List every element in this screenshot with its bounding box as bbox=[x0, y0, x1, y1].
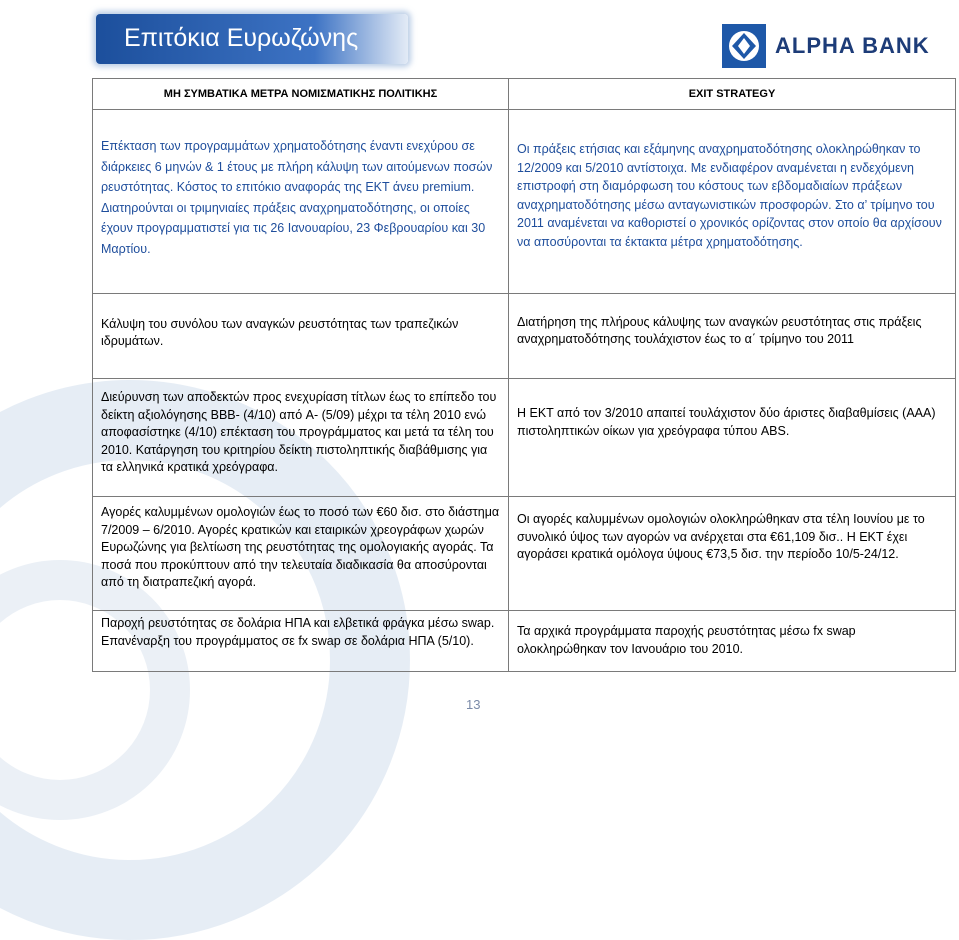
row-4-right: Οι αγορές καλυμμένων ομολογιών ολοκληρώθηκαν στα τέλη Ιουνίου με το συνολικό ύψος των αγορών να ανέρχεται στα €61,109 δισ.. Η ΕΚΤ έχει αγοράσει κρατικά ομόλογα ύψους €73,5 δισ. την περίοδο 10/5-24/12. bbox=[517, 512, 925, 561]
logo-text: ALPHA BANK bbox=[775, 33, 930, 58]
table-row bbox=[93, 497, 956, 611]
table-header bbox=[93, 79, 956, 110]
page-number: 13 bbox=[466, 697, 481, 712]
row-1-right: Οι πράξεις ετήσιας και εξάμηνης αναχρηματοδότησης ολοκληρώθηκαν το 12/2009 και 5/2010 αντίστοιχα. Με ενδιαφέρον αναμένεται η ενδεχόμενη επιστροφή στη διαμόρφωση του κόστους των εβδομαδιαίων πράξεων αναχρηματοδότησης μέσω ανταγωνιστικών προσφορών. Στο α’ τρίμηνο του 2011 αναμένεται να καθοριστεί ο χρονικός ορίζοντας στον οποίο θα αρχίσουν να αποσύρονται τα έκτακτα μέτρα χρηματοδότησης. bbox=[517, 142, 942, 249]
table-row bbox=[93, 379, 956, 497]
table-row bbox=[93, 294, 956, 379]
row-3-right: Η ΕΚΤ από τον 3/2010 απαιτεί τουλάχιστον δύο άριστες διαβαθμίσεις (ΑΑΑ) πιστοληπτικών οίκων για χρεόγραφα τύπου ABS. bbox=[517, 406, 936, 438]
row-5-right: Τα αρχικά προγράμματα παροχής ρευστότητας μέσω fx swap ολοκληρώθηκαν τον Ιανουάριο του 2010. bbox=[517, 624, 856, 656]
table-row bbox=[93, 110, 956, 294]
header-right: EXIT STRATEGY bbox=[509, 79, 956, 110]
table-row bbox=[93, 611, 956, 672]
alpha-logo-icon bbox=[722, 24, 766, 68]
row-3-left: Διεύρυνση των αποδεκτών προς ενεχυρίαση τίτλων έως το επίπεδο του δείκτη αξιολόγησης BBB- (4/10) από A- (5/09) μέχρι τα τέλη 2010 ενώ αποφασίστηκε (4/10) επέκταση του προγράμματος και μετά τα τέλη του 2010. Κατάργηση του κριτηρίου δείκτη πιστοληπτικής διαβάθμισης για τα ελληνικά κρατικά χρεόγραφα. bbox=[101, 390, 497, 474]
alpha-bank-logo bbox=[722, 24, 930, 68]
page-title: Επιτόκια Ευρωζώνης bbox=[124, 24, 359, 52]
measures-table bbox=[92, 78, 956, 672]
row-5-left: Παροχή ρευστότητας σε δολάρια ΗΠΑ και ελβετικά φράγκα μέσω swap. Επανέναρξη του προγράμματος σε fx swap σε δολάρια ΗΠΑ (5/10). bbox=[101, 616, 495, 648]
header-left: ΜΗ ΣΥΜΒΑΤΙΚΑ ΜΕΤΡΑ ΝΟΜΙΣΜΑΤΙΚΗΣ ΠΟΛΙΤΙΚΗΣ bbox=[93, 79, 509, 110]
row-1-left: Επέκταση των προγραμμάτων χρηματοδότησης έναντι ενεχύρου σε διάρκειες 6 μηνών & 1 έτους με πλήρη κάλυψη των αιτούμενων ποσών ρευστότητας. Κόστος το επιτόκιο αναφοράς της ΕΚΤ άνευ premium. Διατηρούνται οι τριμηνιαίες πράξεις αναχρηματοδότησης, οι οποίες έχουν προγραμματιστεί για τις 26 Ιανουαρίου, 23 Φεβρουαρίου και 30 Μαρτίου. bbox=[101, 139, 493, 256]
row-2-right: Διατήρηση της πλήρους κάλυψης των αναγκών ρευστότητας στις πράξεις αναχρηματοδότησης τουλάχιστον έως το α΄ τρίμηνο του 2011 bbox=[517, 315, 922, 346]
row-4-left: Αγορές καλυμμένων ομολογιών έως το ποσό των €60 δισ. στο διάστημα 7/2009 – 6/2010. Αγορές κρατικών και εταιρικών χρεογράφων χωρών Ευρωζώνης για βελτίωση της ρευστότητας της ομολογιακής αγοράς. Τα ποσά που προκύπτουν από την τελευταία διαδικασία θα αποσύρονται από τη διατραπεζική αγορά. bbox=[101, 505, 500, 589]
title-banner bbox=[96, 14, 408, 64]
row-2-left: Κάλυψη του συνόλου των αναγκών ρευστότητας των τραπεζικών ιδρυμάτων. bbox=[101, 317, 459, 348]
